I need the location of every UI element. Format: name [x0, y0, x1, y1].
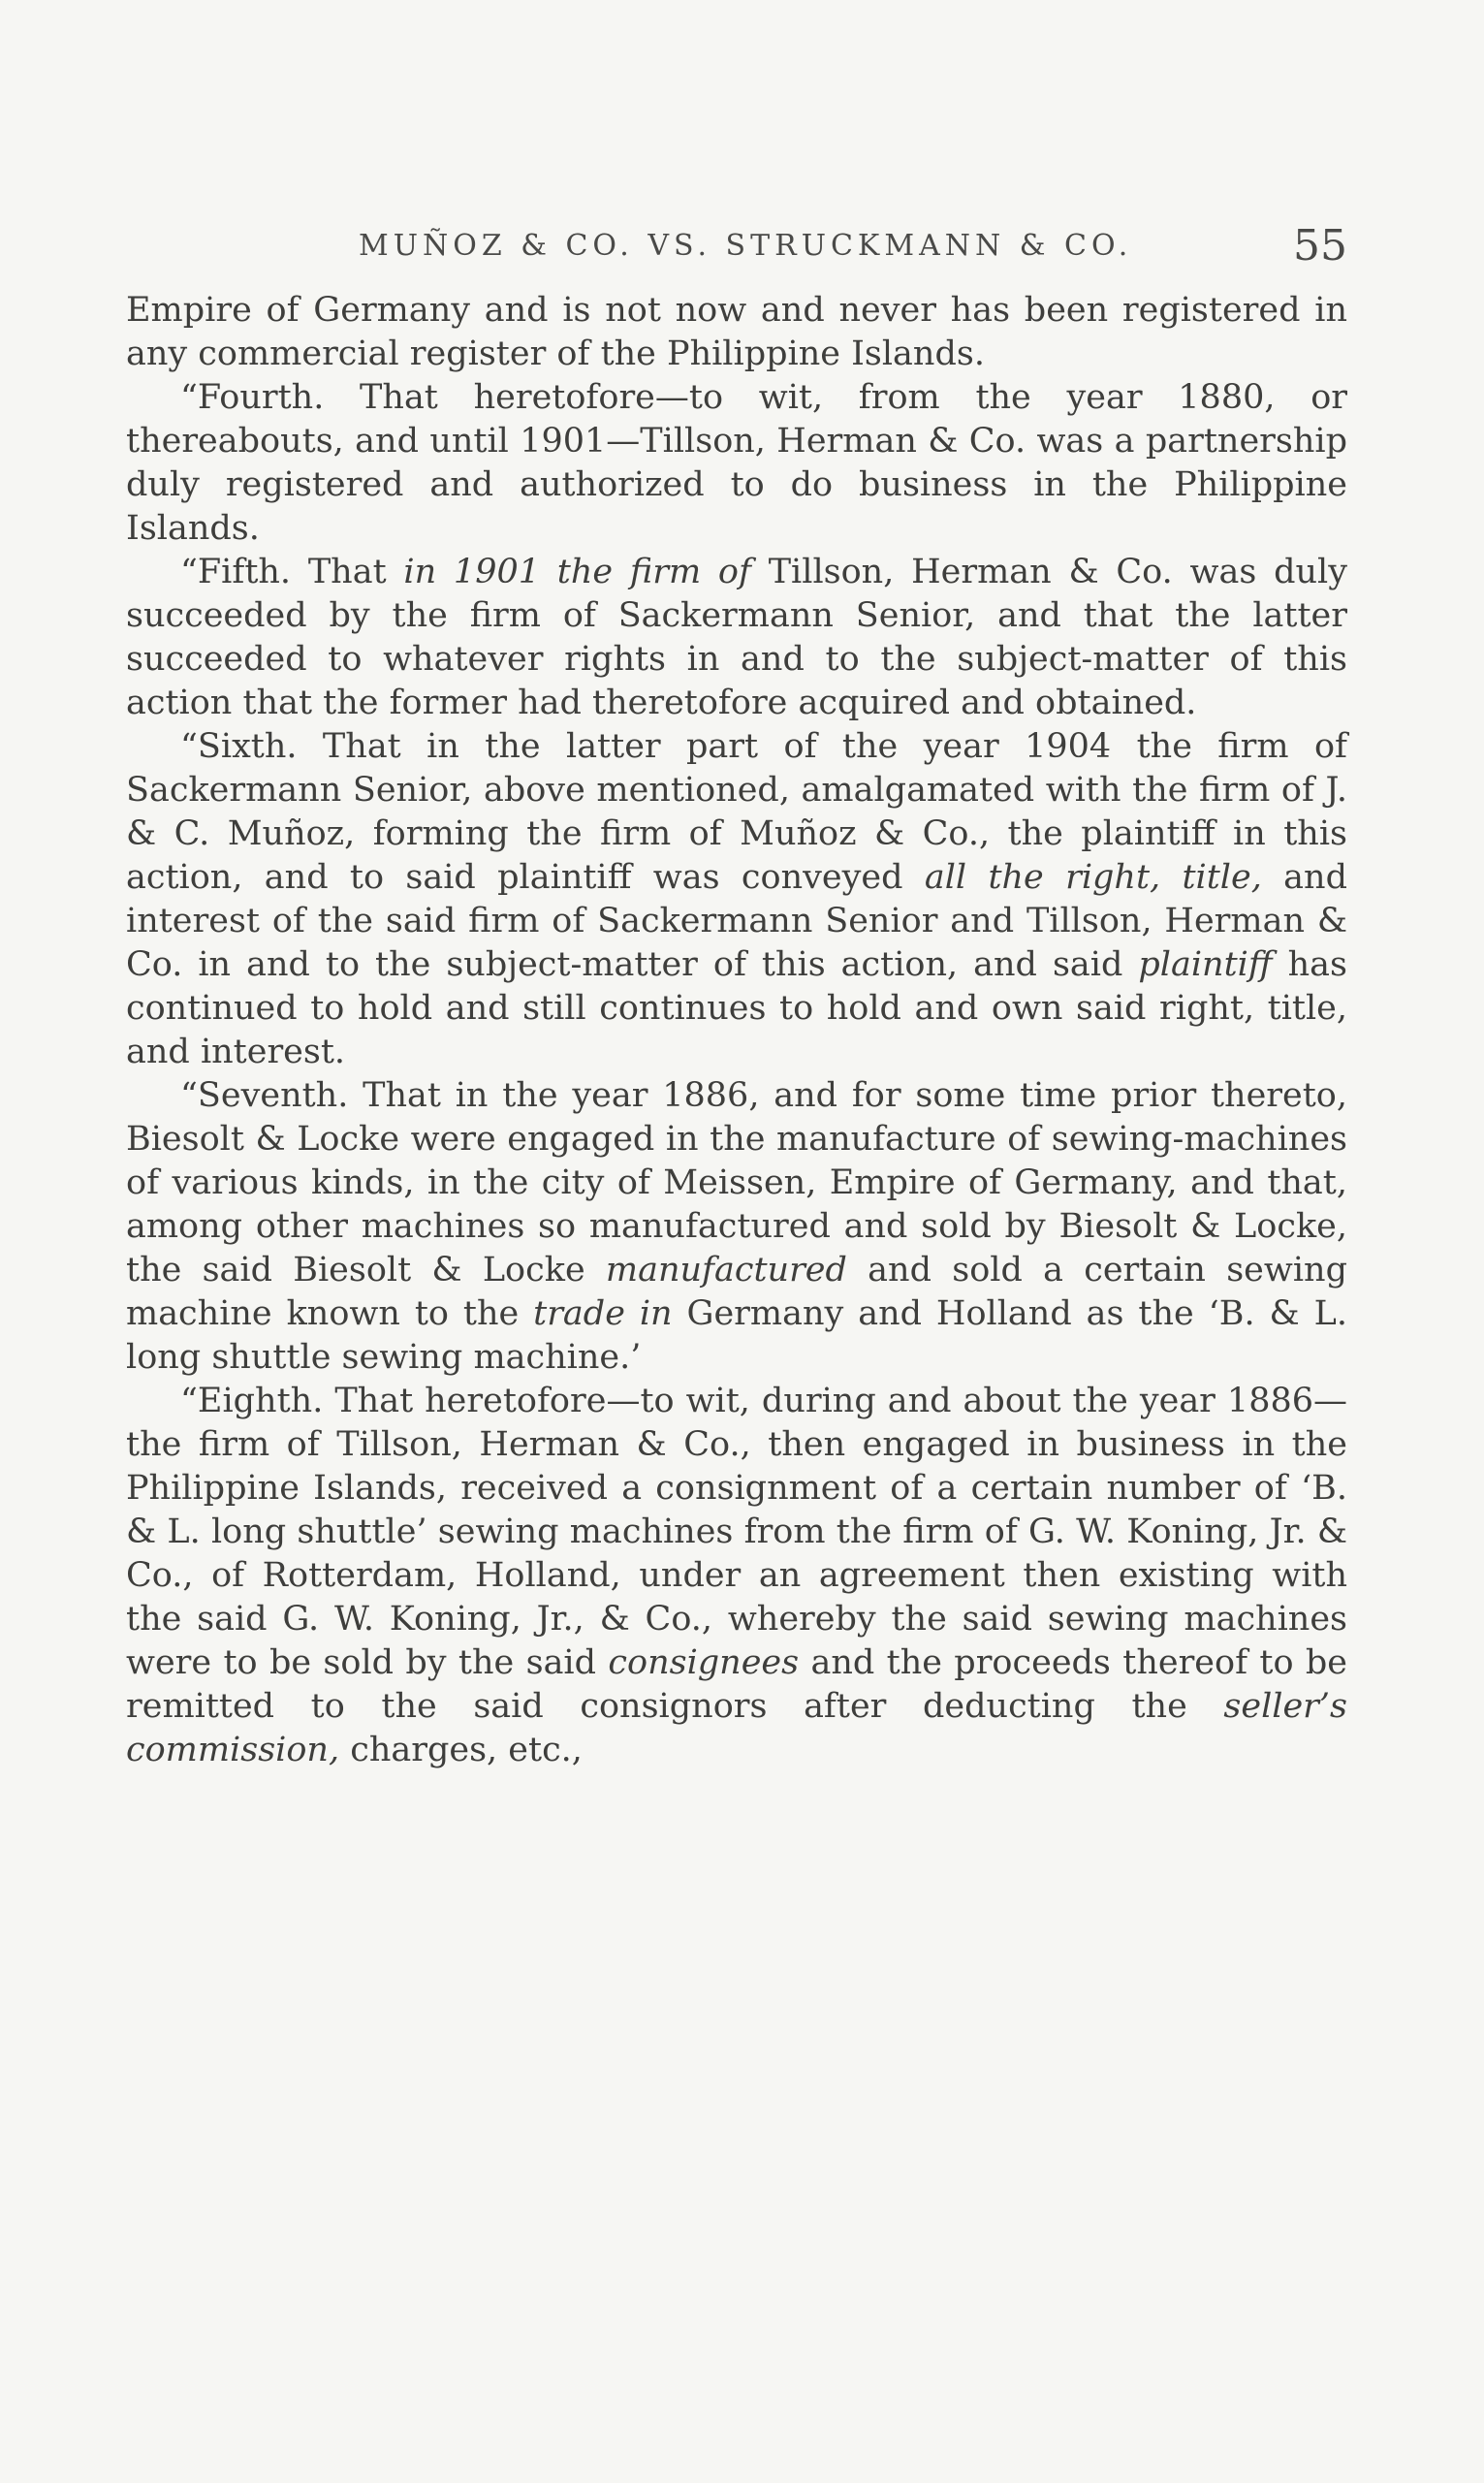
paragraph-fourth: [126, 376, 1347, 551]
text-run: Empire of Germany and is not now and never has been registered in any commercial register of the Philippine Islands.: [126, 291, 1347, 373]
italic-run: trade in: [533, 1294, 673, 1333]
text-run: “Sixth. That in the latter part of the year 1904 the firm of Sackermann Senior, above mentioned, amalgamated with the firm of J. & C. Muñoz, forming the firm of Muñoz & Co., the plaintiff in this action, and to said plaintiff was conveyed: [126, 727, 1347, 897]
text-run: “Seventh. That in the year 1886, and for some time prior thereto, Biesolt & Locke were engaged in the manufacture of sewing-machines of various kinds, in the city of Meissen, Empire of Germany, and that, among other machines so manufactured and sold by Biesolt & Locke, the said Biesolt & Locke: [126, 1076, 1347, 1289]
text-run: and the proceeds thereof to be remitted to the said consignors after deducting the: [126, 1643, 1347, 1726]
paragraph-seventh: [126, 1074, 1347, 1380]
body-text: [126, 289, 1347, 1772]
text-run: “Fifth. That: [180, 553, 404, 591]
text-run: Tillson, Herman & Co. was duly succeeded by the firm of Sackermann Senior, and that the latter succeeded to whatever rights in and to the subject-matter of this action that the former had theretofore acquired and obtained.: [126, 553, 1347, 722]
page-number: 55: [1293, 221, 1347, 271]
paragraph-eighth: [126, 1380, 1347, 1772]
text-run: and interest of the said firm of Sackermann Senior and Tillson, Herman & Co. in and to the subject-matter of this action, and said: [126, 858, 1347, 984]
text-run: “Eighth. That heretofore—to wit, during and about the year 1886—the firm of Tillson, Herman & Co., then engaged in business in the Philippine Islands, received a consignment of a certain number of ‘B. & L. long shuttle’ sewing machines from the firm of G. W. Koning, Jr. & Co., of Rotterdam, Holland, under an agreement then existing with the said G. W. Koning, Jr., & Co., whereby the said sewing machines were to be sold by the said: [126, 1382, 1347, 1682]
running-head: MUÑOZ & CO. VS. STRUCKMANN & CO.: [359, 229, 1133, 263]
text-run: “Fourth. That heretofore—to wit, from the year 1880, or thereabouts, and until 1901—Tillson, Herman & Co. was a partnership duly registered and authorized to do business in the Philippine Islands.: [126, 378, 1347, 548]
italic-run: plaintiff: [1138, 945, 1273, 984]
paragraph-fifth: [126, 551, 1347, 725]
text-run: charges, etc.,: [339, 1731, 583, 1769]
paragraph-continuation: [126, 289, 1347, 376]
italic-run: consignees: [608, 1643, 800, 1682]
italic-run: seller’s commission,: [126, 1687, 1347, 1769]
page-header: [126, 221, 1347, 279]
paragraph-sixth: [126, 725, 1347, 1074]
italic-run: manufactured: [605, 1251, 847, 1289]
italic-run: in 1901 the firm of: [403, 553, 751, 591]
text-run: has continued to hold and still continues to hold and own said right, title, and interest.: [126, 945, 1348, 1071]
text-run: and sold a certain sewing machine known to the: [126, 1251, 1347, 1333]
italic-run: all the right, title,: [924, 858, 1262, 897]
text-run: Germany and Holland as the ‘B. & L. long shuttle sewing machine.’: [126, 1294, 1347, 1377]
